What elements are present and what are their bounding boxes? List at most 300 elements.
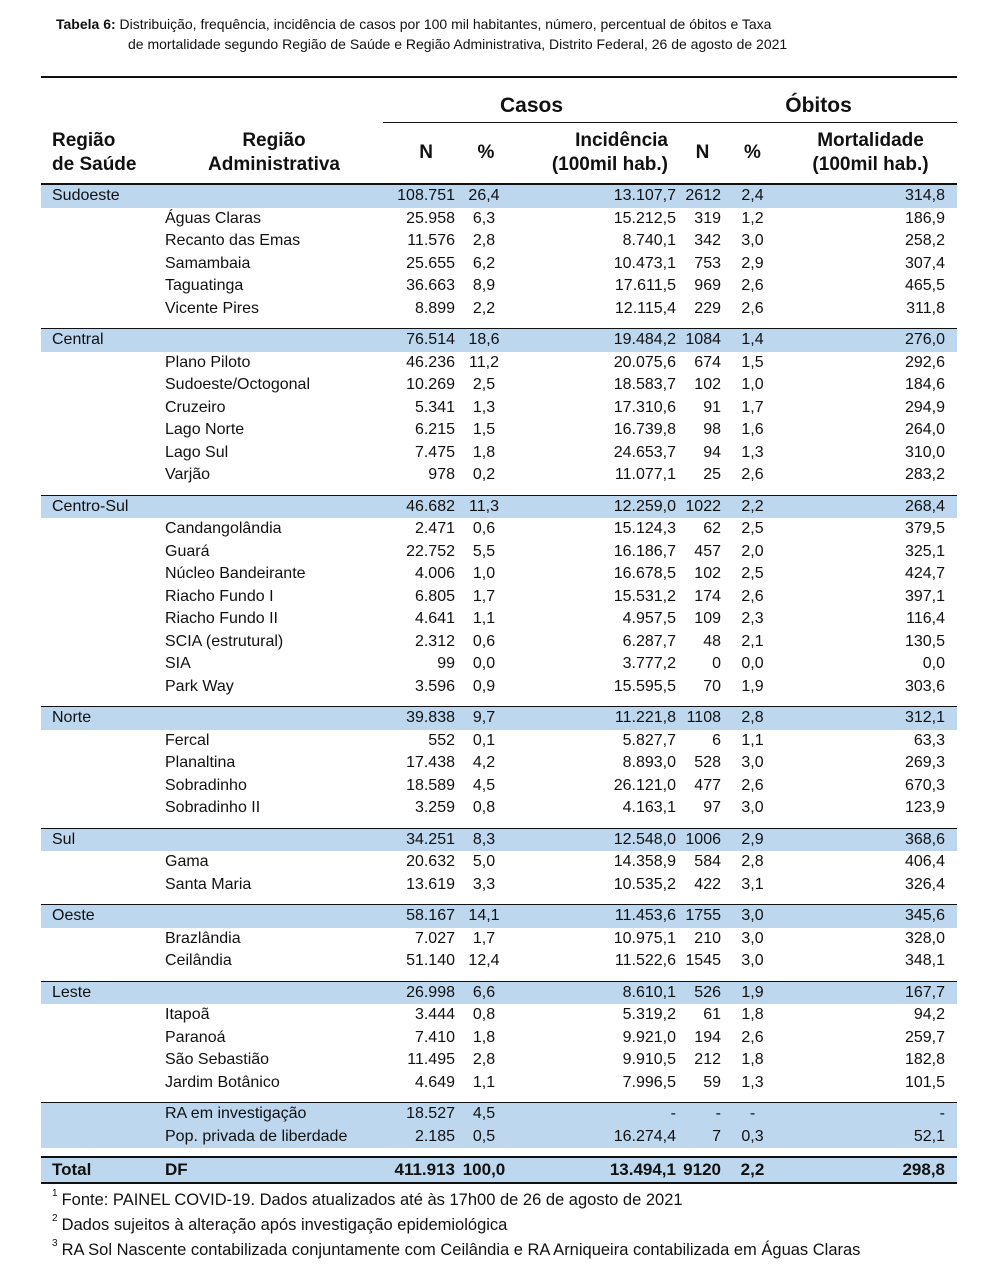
cell-mortalidade: 314,8 (780, 184, 957, 208)
cell-incidencia: 12.548,0 (515, 828, 680, 851)
cell-pct: 8,9 (472, 277, 496, 295)
cell-obitos-n: 969 (694, 277, 721, 295)
cell-mortalidade: 328,0 (904, 929, 945, 947)
cell-n: 58.167 (383, 905, 457, 928)
cell-incidencia: 10.975,1 (613, 929, 676, 947)
cell-obitos-n: 97 (703, 799, 721, 817)
cell-obitos-n: 102 (694, 565, 721, 583)
obitos-n-header: N (680, 123, 725, 185)
ra-blank (41, 419, 165, 442)
ra-row (41, 253, 957, 276)
cell-obitos-pct: 3,0 (741, 952, 764, 970)
ra-blank (41, 874, 165, 897)
cell-incidencia: 7.996,5 (622, 1073, 676, 1091)
cell-incidencia: 6.287,7 (622, 632, 676, 650)
table-caption (56, 14, 956, 54)
cell-obitos-pct: 2,9 (741, 254, 764, 272)
cell-pct: 1,0 (472, 565, 496, 583)
cell-n: 4.006 (414, 565, 455, 583)
region-row (41, 981, 957, 1004)
cell-pct: 0,8 (472, 1006, 496, 1024)
cell-mortalidade: 292,6 (904, 353, 945, 371)
regiao-saude-header (41, 123, 165, 185)
cell-n: 18.589 (406, 776, 455, 794)
cell-mortalidade: 348,1 (904, 952, 945, 970)
obitos-header: Óbitos (680, 78, 957, 123)
ra-blank (41, 1027, 165, 1050)
cell-pct: 1,5 (472, 421, 496, 439)
cell-obitos-n: - (680, 1103, 725, 1126)
cell-obitos-pct: 0,0 (741, 655, 764, 673)
regiao-adm-header-1: Região (242, 129, 306, 151)
cell-n: 2.312 (414, 632, 455, 650)
cell-obitos-n: 210 (694, 929, 721, 947)
ra-row (41, 419, 957, 442)
cell-mortalidade: 325,1 (904, 542, 945, 560)
ra-blank (41, 586, 165, 609)
cell-n: 51.140 (406, 952, 455, 970)
cell-obitos-n: 457 (694, 542, 721, 560)
ra-row (41, 230, 957, 253)
ra-name: Sudoeste/Octogonal (165, 376, 310, 394)
cell-pct: 11,3 (457, 495, 515, 518)
cell-n: 76.514 (383, 329, 457, 352)
cell-obitos-pct: 1,4 (725, 329, 780, 352)
cell-incidencia: 10.473,1 (613, 254, 676, 272)
cell-mortalidade: 345,6 (780, 905, 957, 928)
ra-name: Águas Claras (165, 209, 262, 227)
region-name: Leste (41, 981, 165, 1004)
ra-name: Guará (165, 542, 210, 560)
cell-obitos-pct: 2,8 (725, 707, 780, 730)
special-blank (41, 1103, 165, 1126)
total-row (41, 1157, 957, 1183)
cell-n: 7.475 (414, 443, 455, 461)
cell-pct: 26,4 (457, 184, 515, 208)
cell-n: 3.596 (414, 677, 455, 695)
column-header-row (41, 123, 957, 185)
cell-pct: 9,7 (457, 707, 515, 730)
total-cell-obitos-n: 9120 (680, 1157, 725, 1183)
ra-blank (41, 851, 165, 874)
cell-obitos-n: 319 (694, 209, 721, 227)
cell-n: 978 (428, 466, 455, 484)
cell-mortalidade: 312,1 (780, 707, 957, 730)
ra-blank (41, 730, 165, 753)
cell-pct: 0,9 (472, 677, 496, 695)
cell-n: 25.655 (406, 254, 455, 272)
cell-incidencia: 8.610,1 (515, 981, 680, 1004)
mortalidade-header (780, 123, 957, 185)
incidencia-header-2: (100mil hab.) (551, 154, 668, 175)
cell-n: 7.027 (414, 929, 455, 947)
cell-obitos-pct: 1,2 (741, 209, 764, 227)
cell-pct: 1,8 (472, 443, 496, 461)
cell-n: 26.998 (383, 981, 457, 1004)
ra-row (41, 608, 957, 631)
cell-n: 22.752 (406, 542, 455, 560)
caption-line2: de mortalidade segundo Região de Saúde e Região Administrativa, Distrito Federal, 26 de agosto de 2021 (128, 36, 788, 52)
cell-incidencia: 12.259,0 (515, 495, 680, 518)
region-row (41, 329, 957, 352)
ra-row (41, 631, 957, 654)
ra-row (41, 208, 957, 231)
cell-pct: 1,1 (472, 1073, 496, 1091)
cell-obitos-pct: 2,0 (741, 542, 764, 560)
caption-label: Tabela 6: (56, 16, 116, 32)
cell-pct: 0,1 (472, 731, 496, 749)
footnote-2-marker: 2 (52, 1213, 58, 1224)
cell-obitos-n: 1084 (680, 329, 725, 352)
ra-blank (41, 275, 165, 298)
cell-obitos-pct: 2,6 (741, 1028, 764, 1046)
cell-n: 4.649 (414, 1073, 455, 1091)
cell-obitos-n: 1108 (680, 707, 725, 730)
ra-row (41, 752, 957, 775)
cell-obitos-pct: 2,6 (741, 776, 764, 794)
cell-obitos-pct: 1,9 (725, 981, 780, 1004)
cell-obitos-n: 229 (694, 299, 721, 317)
cell-obitos-n: 674 (694, 353, 721, 371)
cell-mortalidade: 116,4 (906, 610, 945, 628)
ra-row (41, 851, 957, 874)
ra-blank (41, 608, 165, 631)
cell-obitos-pct: 2,6 (741, 277, 764, 295)
cell-n: 25.958 (406, 209, 455, 227)
ra-blank (41, 1004, 165, 1027)
cell-n: 34.251 (383, 828, 457, 851)
ra-row (41, 352, 957, 375)
cell-obitos-n: 584 (694, 853, 721, 871)
ra-row (41, 518, 957, 541)
cell-mortalidade: 303,6 (904, 677, 945, 695)
ra-name: Varjão (165, 466, 211, 484)
cell-mortalidade: 311,8 (906, 299, 945, 317)
incidencia-header (515, 123, 680, 185)
cell-incidencia: 11.221,8 (515, 707, 680, 730)
region-name: Sul (41, 828, 165, 851)
cell-obitos-n: 61 (703, 1006, 721, 1024)
cell-incidencia: 26.121,0 (613, 776, 676, 794)
cell-mortalidade: 326,4 (904, 875, 945, 893)
ra-name: Riacho Fundo II (165, 610, 278, 628)
mortalidade-header-2: (100mil hab.) (812, 154, 929, 175)
cell-n: 46.236 (406, 353, 455, 371)
ra-blank (41, 1049, 165, 1072)
regiao-adm-header (165, 123, 383, 185)
cell-mortalidade: - (780, 1103, 957, 1126)
cell-incidencia: 9.921,0 (622, 1028, 676, 1046)
cell-incidencia: 20.075,6 (613, 353, 676, 371)
ra-blank (41, 563, 165, 586)
cell-pct: 0,8 (472, 799, 496, 817)
cell-pct: 1,7 (472, 587, 496, 605)
cell-n: 5.341 (414, 398, 455, 416)
cell-n: 10.269 (406, 376, 455, 394)
ra-name: Riacho Fundo I (165, 587, 274, 605)
cell-obitos-n: 422 (694, 875, 721, 893)
region-row (41, 707, 957, 730)
cell-obitos-n: 342 (694, 232, 721, 250)
cell-incidencia: 4.957,5 (622, 610, 676, 628)
ra-row (41, 397, 957, 420)
ra-name: Taguatinga (165, 277, 244, 295)
ra-row (41, 464, 957, 487)
regiao-saude-header-1: Região (52, 129, 116, 151)
group-header-row (41, 78, 957, 123)
ra-blank (41, 374, 165, 397)
ra-row (41, 797, 957, 820)
total-cell-mortalidade: 298,8 (780, 1157, 957, 1183)
region-blank (165, 981, 383, 1004)
cell-obitos-pct: 1,3 (741, 443, 764, 461)
cell-n: 108.751 (383, 184, 457, 208)
regiao-saude-header-2: de Saúde (52, 153, 137, 175)
cell-n: 552 (428, 731, 455, 749)
ra-row (41, 653, 957, 676)
cell-obitos-n: 91 (703, 398, 721, 416)
cell-incidencia: 15.212,5 (613, 209, 676, 227)
cell-pct: 8,3 (457, 828, 515, 851)
cell-pct: 4,2 (472, 754, 496, 772)
ra-row (41, 275, 957, 298)
cell-pct: 6,2 (472, 254, 496, 272)
ra-name: Jardim Botânico (165, 1073, 280, 1091)
cell-pct: 4,5 (457, 1103, 515, 1126)
cell-n: 18.527 (383, 1103, 457, 1126)
n-header: N (383, 123, 457, 185)
ra-blank (41, 442, 165, 465)
cell-pct: 2,8 (472, 232, 496, 250)
cell-incidencia: 15.531,2 (613, 587, 676, 605)
cell-mortalidade: 123,9 (904, 799, 945, 817)
region-blank (165, 707, 383, 730)
footnote-3-text: RA Sol Nascente contabilizada conjuntamente com Ceilândia e RA Arniqueira contabilizada em Águas Claras (61, 1241, 861, 1259)
cell-obitos-pct: 2,6 (741, 587, 764, 605)
cell-obitos-pct: 1,7 (741, 398, 764, 416)
cell-obitos-pct: 2,9 (725, 828, 780, 851)
cell-pct: 12,4 (468, 952, 500, 970)
total-cell-incidencia: 13.494,1 (515, 1157, 680, 1183)
ra-row (41, 950, 957, 973)
ra-name: Plano Piloto (165, 353, 251, 371)
ra-row (41, 586, 957, 609)
cell-incidencia: 8.893,0 (622, 754, 676, 772)
cell-pct: 5,5 (472, 542, 496, 560)
cell-mortalidade: 294,9 (904, 398, 945, 416)
cell-obitos-n: 477 (694, 776, 721, 794)
ra-row (41, 676, 957, 699)
cell-incidencia: 16.186,7 (613, 542, 676, 560)
cell-mortalidade: 424,7 (904, 565, 945, 583)
cell-obitos-pct: 1,1 (741, 731, 764, 749)
cell-obitos-pct: 2,5 (741, 520, 764, 538)
ra-name: Samambaia (165, 254, 251, 272)
region-row (41, 828, 957, 851)
cell-mortalidade: 258,2 (904, 232, 945, 250)
region-name: Sudoeste (41, 184, 165, 208)
total-name: DF (165, 1157, 383, 1183)
cell-obitos-n: 0 (712, 655, 721, 673)
cell-mortalidade: 276,0 (780, 329, 957, 352)
cell-pct: 0,0 (472, 655, 496, 673)
cell-mortalidade: 186,9 (904, 209, 945, 227)
footnote-3 (52, 1238, 952, 1263)
ra-row (41, 928, 957, 951)
ra-row (41, 775, 957, 798)
cell-obitos-pct: 1,3 (741, 1073, 764, 1091)
cell-n: 46.682 (383, 495, 457, 518)
cell-n: 13.619 (406, 875, 455, 893)
cell-n: 7.410 (414, 1028, 455, 1046)
cell-mortalidade: 0,0 (922, 655, 945, 673)
cell-incidencia: 16.739,8 (613, 421, 676, 439)
cell-obitos-pct: 3,0 (741, 232, 764, 250)
cell-mortalidade: 379,5 (904, 520, 945, 538)
region-row (41, 905, 957, 928)
ra-row (41, 298, 957, 321)
cell-obitos-pct: - (725, 1103, 780, 1126)
cell-pct: 1,7 (472, 929, 496, 947)
cell-incidencia: 11.522,6 (614, 952, 676, 970)
cell-pct: 18,6 (457, 329, 515, 352)
ra-blank (41, 397, 165, 420)
ra-name: Park Way (165, 677, 234, 695)
ra-blank (41, 797, 165, 820)
cell-mortalidade: 130,5 (904, 632, 945, 650)
cell-obitos-n: 1006 (680, 828, 725, 851)
cell-n: 99 (437, 655, 455, 673)
cell-obitos-pct: 3,0 (725, 905, 780, 928)
total-cell-n: 411.913 (383, 1157, 457, 1183)
ra-row (41, 1072, 957, 1095)
special-blank (41, 1126, 165, 1149)
ra-blank (41, 253, 165, 276)
cell-mortalidade: 184,6 (904, 376, 945, 394)
cell-obitos-pct: 2,2 (725, 495, 780, 518)
cell-obitos-n: 6 (712, 731, 721, 749)
ra-name: Paranoá (165, 1028, 226, 1046)
special-row (41, 1126, 957, 1149)
special-name: RA em investigação (165, 1103, 383, 1126)
cell-pct: 6,3 (472, 209, 496, 227)
cell-n: 39.838 (383, 707, 457, 730)
special-name: Pop. privada de liberdade (165, 1126, 383, 1149)
cell-n: 3.444 (414, 1006, 455, 1024)
casos-header: Casos (383, 78, 680, 123)
ra-name: Candangolândia (165, 520, 282, 538)
cell-incidencia: 14.358,9 (613, 853, 676, 871)
cell-incidencia: 8.740,1 (622, 232, 676, 250)
cell-obitos-pct: 2,5 (741, 565, 764, 583)
region-blank (165, 828, 383, 851)
cell-n: 11.495 (407, 1051, 455, 1069)
ra-name: Itapoã (165, 1006, 210, 1024)
cell-incidencia: 15.124,3 (613, 520, 676, 538)
cell-n: 6.805 (414, 587, 455, 605)
covid-table (41, 76, 957, 1184)
cell-mortalidade: 368,6 (780, 828, 957, 851)
ra-row (41, 874, 957, 897)
cell-obitos-pct: 1,8 (741, 1051, 764, 1069)
ra-blank (41, 230, 165, 253)
cell-obitos-n: 98 (703, 421, 721, 439)
cell-pct: 0,5 (457, 1126, 515, 1149)
ra-name: Sobradinho (165, 776, 247, 794)
cell-obitos-n: 753 (694, 254, 721, 272)
cell-incidencia: 5.827,7 (622, 731, 676, 749)
cell-mortalidade: 268,4 (780, 495, 957, 518)
region-blank (165, 184, 383, 208)
cell-obitos-n: 25 (703, 466, 721, 484)
cell-pct: 11,2 (469, 353, 499, 371)
region-row (41, 495, 957, 518)
cell-pct: 3,3 (472, 875, 496, 893)
obitos-pct-header: % (725, 123, 780, 185)
table-body (41, 184, 957, 1183)
region-row (41, 184, 957, 208)
cell-obitos-pct: 3,0 (741, 754, 764, 772)
cell-obitos-n: 1545 (685, 952, 721, 970)
ra-name: Sobradinho II (165, 799, 261, 817)
ra-blank (41, 752, 165, 775)
cell-obitos-pct: 2,4 (725, 184, 780, 208)
ra-name: Brazlândia (165, 929, 241, 947)
cell-mortalidade: 670,3 (904, 776, 945, 794)
cell-mortalidade: 307,4 (904, 254, 945, 272)
cell-mortalidade: 101,5 (904, 1073, 945, 1091)
region-blank (165, 495, 383, 518)
cell-incidencia: 9.910,5 (622, 1051, 676, 1069)
cell-mortalidade: 264,0 (904, 421, 945, 439)
ra-name: SCIA (estrutural) (165, 632, 284, 650)
region-name: Oeste (41, 905, 165, 928)
cell-mortalidade: 465,5 (904, 277, 945, 295)
cell-obitos-n: 1022 (680, 495, 725, 518)
footnote-3-marker: 3 (52, 1238, 58, 1249)
ra-name: Lago Sul (165, 443, 229, 461)
regiao-adm-header-2: Administrativa (208, 153, 340, 175)
ra-blank (41, 676, 165, 699)
footnote-1-marker: 1 (52, 1188, 58, 1199)
cell-incidencia: 11.077,1 (614, 466, 676, 484)
cell-pct: 14,1 (457, 905, 515, 928)
cell-pct: 0,2 (472, 466, 496, 484)
ra-blank (41, 775, 165, 798)
cell-n: 11.576 (407, 232, 455, 250)
cell-incidencia: 16.274,4 (515, 1126, 680, 1149)
ra-name: Cruzeiro (165, 398, 226, 416)
cell-obitos-pct: 1,8 (741, 1006, 764, 1024)
cell-obitos-pct: 3,0 (741, 929, 764, 947)
total-label: Total (41, 1157, 165, 1183)
cell-n: 8.899 (414, 299, 455, 317)
cell-mortalidade: 406,4 (904, 853, 945, 871)
footnote-1 (52, 1188, 952, 1213)
ra-name: Vicente Pires (165, 299, 259, 317)
ra-row (41, 1049, 957, 1072)
cell-obitos-pct: 3,0 (741, 799, 764, 817)
cell-incidencia: 13.107,7 (515, 184, 680, 208)
ra-blank (41, 518, 165, 541)
cell-incidencia: 12.115,4 (614, 299, 676, 317)
cell-pct: 4,5 (472, 776, 496, 794)
ra-blank (41, 1072, 165, 1095)
cell-obitos-n: 7 (680, 1126, 725, 1149)
cell-obitos-pct: 2,3 (741, 610, 764, 628)
ra-blank (41, 950, 165, 973)
cell-obitos-n: 70 (703, 677, 721, 695)
